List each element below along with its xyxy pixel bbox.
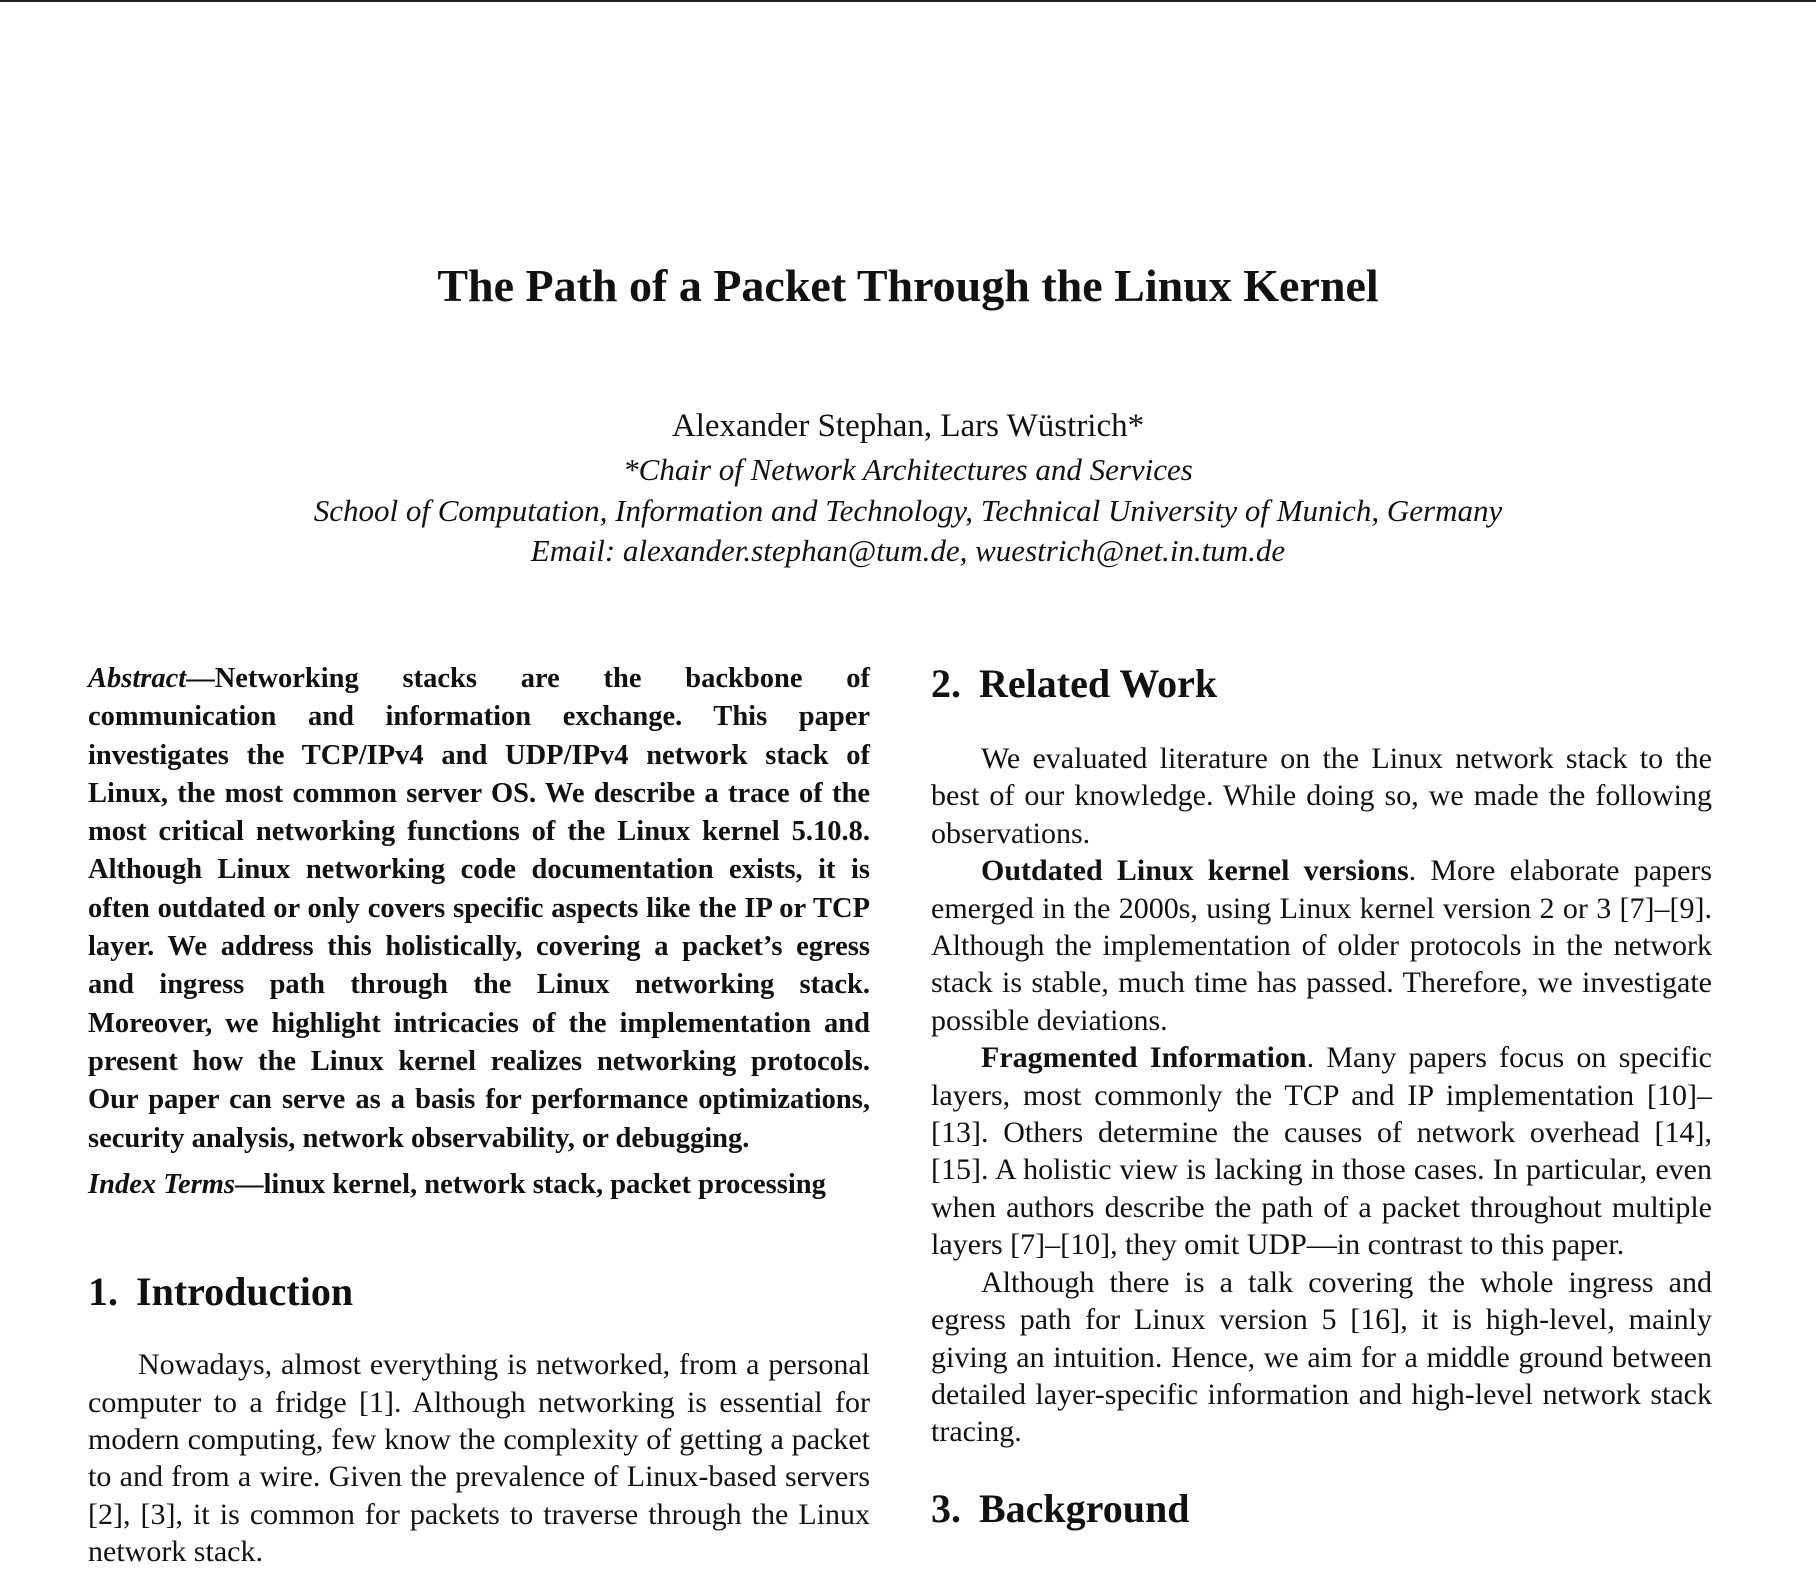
section-number: 1. bbox=[88, 1269, 118, 1315]
abstract-dash: — bbox=[186, 663, 215, 694]
section-heading-background bbox=[931, 1485, 1712, 1533]
affiliation-school: School of Computation, Information and Technology, Technical University of Munich, Germany bbox=[313, 493, 1503, 528]
section-title: Related Work bbox=[979, 661, 1218, 706]
section-heading-introduction bbox=[88, 1268, 870, 1316]
related-work-paragraph-2 bbox=[931, 852, 1712, 1039]
related-work-paragraph-4: Although there is a talk covering the whole ingress and egress path for Linux version 5 [16], it is high-level, mainly giving an intuition. Hence, we aim for a middle ground between detailed layer-specific information and high-level network stack tracing. bbox=[931, 1265, 1712, 1449]
abstract bbox=[88, 660, 870, 1158]
author-emails: Email: alexander.stephan@tum.de, wuestrich@net.in.tum.de bbox=[530, 533, 1286, 568]
section-title: Introduction bbox=[136, 1269, 354, 1315]
left-column bbox=[88, 660, 870, 1571]
observation-outdated-label: Outdated Linux kernel versions bbox=[981, 854, 1409, 888]
index-terms bbox=[88, 1166, 870, 1204]
section-title: Background bbox=[979, 1485, 1190, 1531]
page-top-border bbox=[0, 0, 1816, 2]
related-work-paragraph-1: We evaluated literature on the Linux network stack to the best of our knowledge. While doing so, we made the following observations. bbox=[931, 742, 1712, 850]
section-introduction bbox=[88, 1268, 870, 1570]
affiliation-chair: *Chair of Network Architectures and Services bbox=[623, 452, 1193, 487]
introduction-paragraph: Nowadays, almost everything is networked, from a personal computer to a fridge [1]. Although networking is essential for modern computing, few know the complexity of getting a packet to and from a wire. Given the prevalence of Linux-based servers [2], [3], it is common for packets to traverse through the Linux network stack. bbox=[88, 1348, 870, 1569]
section-related-work bbox=[931, 660, 1712, 1451]
index-terms-label: Index Terms bbox=[88, 1168, 236, 1200]
section-number: 2. bbox=[931, 661, 961, 706]
section-heading-related-work bbox=[931, 660, 1712, 708]
section-number: 3. bbox=[931, 1485, 961, 1531]
right-column bbox=[931, 660, 1712, 1533]
index-terms-text: linux kernel, network stack, packet processing bbox=[263, 1168, 826, 1200]
related-work-paragraph-3 bbox=[931, 1039, 1712, 1263]
abstract-text: Networking stacks are the backbone of communication and information exchange. This paper investigates the TCP/IPv4 and UDP/IPv4 network stack of Linux, the most common server OS. We describe a trace of the most critical networking functions of the Linux kernel 5.10.8. Although Linux networking code documentation exists, it is often outdated or only covers specific aspects like the IP or TCP layer. We address this holistically, covering a packet’s egress and ingress path through the Linux networking stack. Moreover, we highlight intricacies of the implementation and present how the Linux kernel realizes networking protocols. Our paper can serve as a basis for performance optimizations, security analysis, network observability, or debugging. bbox=[88, 663, 870, 1154]
observation-outdated-text: . More elaborate papers emerged in the 2000s, using Linux kernel version 2 or 3 [7]–[9]. Although the implementation of older protocols in the network stack is stable, much time has passed. Therefore, we investigate possible deviations. bbox=[931, 854, 1712, 1037]
paper-title: The Path of a Packet Through the Linux Kernel bbox=[437, 260, 1379, 311]
index-terms-dash: — bbox=[235, 1168, 264, 1200]
section-background bbox=[931, 1485, 1712, 1533]
abstract-label: Abstract bbox=[88, 663, 187, 694]
paper-authors: Alexander Stephan, Lars Wüstrich* bbox=[671, 408, 1145, 444]
observation-fragmented-text: . Many papers focus on specific layers, most commonly the TCP and IP implementation [10]–[13]. Others determine the causes of network overhead [14], [15]. A holistic view is lacking in those cases. In particular, even when authors describe the path of a packet throughout multiple layers [7]–[10], they omit UDP—in contrast to this paper. bbox=[931, 1041, 1712, 1262]
observation-fragmented-label: Fragmented Information bbox=[981, 1041, 1307, 1075]
